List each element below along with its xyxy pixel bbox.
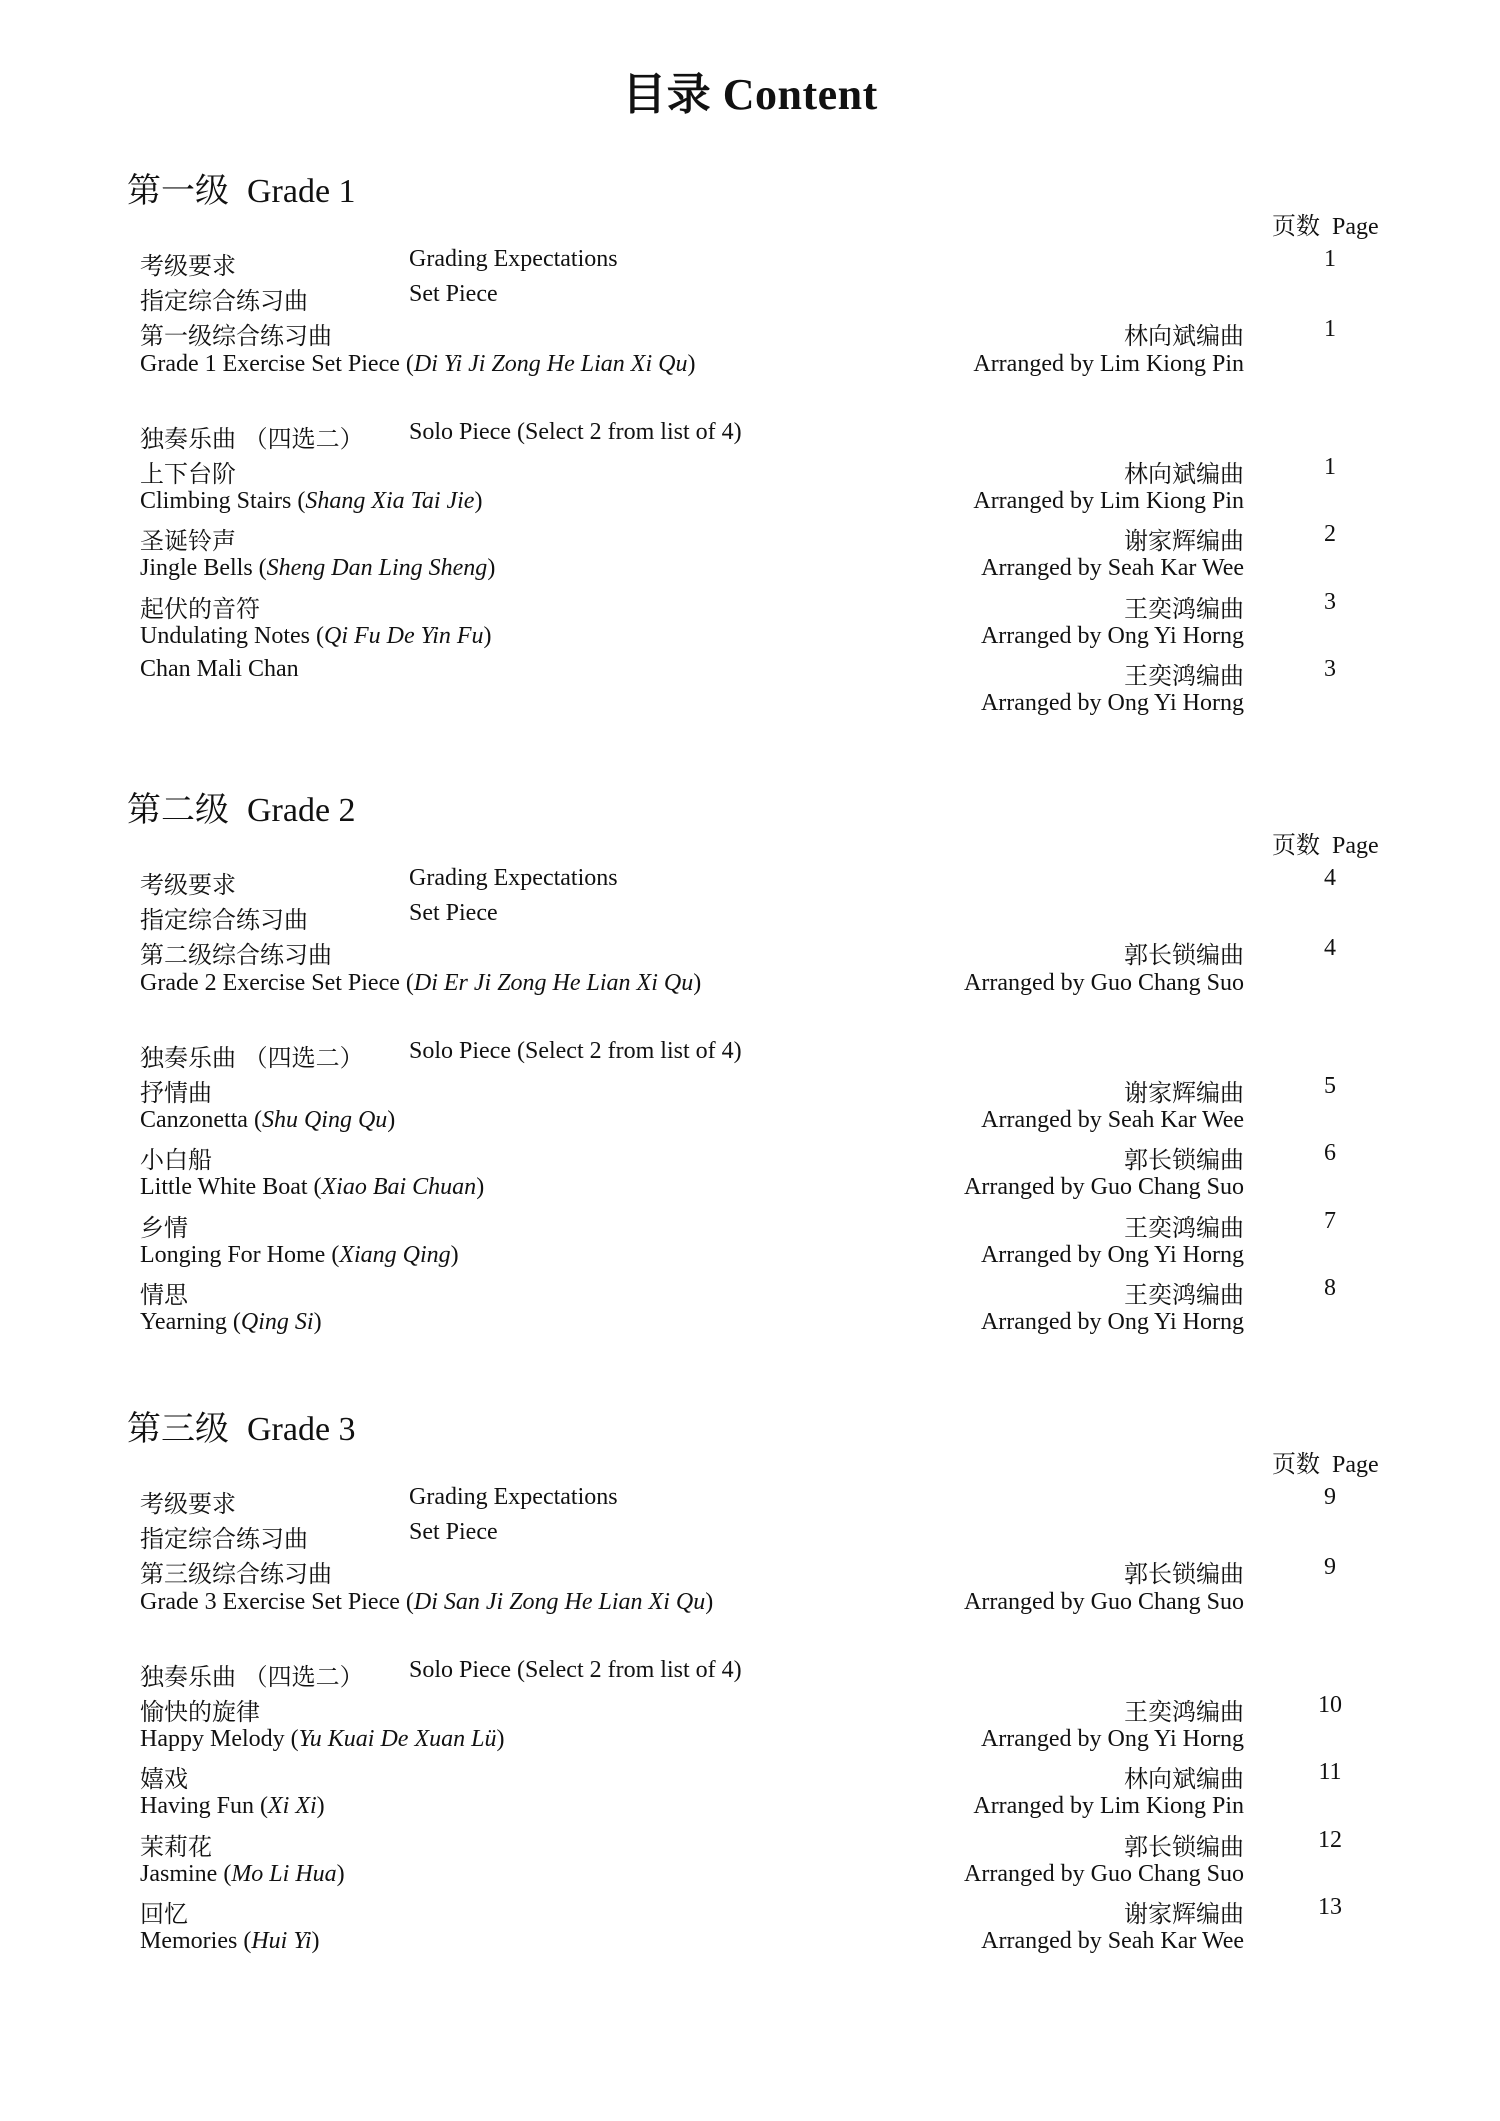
entry-zh: 第一级综合练习曲 (140, 322, 332, 350)
entry-zh: 指定综合练习曲 (140, 1525, 308, 1553)
entry-zh: 茉莉花 (140, 1833, 212, 1861)
toc-entry (0, 1174, 1500, 1208)
entry-page: 4 (1324, 935, 1336, 961)
arranger-en: Arranged by Seah Kar Wee (981, 1928, 1244, 1954)
arranger-zh: 王奕鸿编曲 (1124, 1698, 1244, 1726)
entry-zh: 回忆 (140, 1900, 188, 1928)
page-column-header (1272, 206, 1379, 241)
entry-page: 8 (1324, 1275, 1336, 1301)
arranger-zh: 郭长锁编曲 (1124, 1833, 1244, 1861)
arranger-en: Arranged by Ong Yi Horng (980, 1309, 1244, 1335)
toc-entry[interactable] (0, 454, 1500, 488)
toc-entry[interactable] (0, 1484, 1500, 1518)
entry-page: 13 (1318, 1894, 1342, 1920)
page-col-zh: 页数 (1272, 831, 1320, 859)
entry-page: 6 (1324, 1140, 1336, 1166)
page-col-en: Page (1332, 214, 1379, 240)
entry-page: 1 (1324, 316, 1336, 342)
page-col-zh: 页数 (1272, 212, 1320, 240)
arranger-en: Arranged by Seah Kar Wee (981, 1107, 1244, 1133)
entry-zh: 起伏的音符 (140, 595, 260, 623)
entry-en: Solo Piece (Select 2 from list of 4) (409, 419, 742, 445)
arranger-en: Arranged by Guo Chang Suo (964, 1589, 1244, 1615)
toc-entry (0, 1309, 1500, 1343)
entry-page: 9 (1324, 1484, 1336, 1510)
entry-en: Happy Melody (Yu Kuai De Xuan Lü) (140, 1726, 505, 1752)
arranger-zh: 林向斌编曲 (1124, 1765, 1244, 1793)
grade-heading-zh: 第一级 (127, 171, 229, 211)
entry-en: Grading Expectations (409, 1484, 618, 1510)
toc-entry (0, 1242, 1500, 1276)
entry-page: 3 (1324, 589, 1336, 615)
entry-title: Chan Mali Chan (140, 656, 299, 682)
toc-entry (0, 1519, 1500, 1553)
entry-zh: 乡情 (140, 1214, 188, 1242)
entry-zh: 考级要求 (140, 871, 236, 899)
entry-en: Solo Piece (Select 2 from list of 4) (409, 1657, 742, 1683)
grade-heading-en: Grade 3 (247, 1411, 356, 1448)
grade-heading (127, 782, 356, 831)
entry-en: Memories (Hui Yi) (140, 1928, 320, 1954)
arranger-en: Arranged by Ong Yi Horng (980, 623, 1244, 649)
entry-page: 12 (1318, 1827, 1342, 1853)
arranger-en: Arranged by Lim Kiong Pin (973, 351, 1244, 377)
toc-entry (0, 690, 1500, 724)
arranger-zh: 郭长锁编曲 (1124, 941, 1244, 969)
entry-en: Set Piece (409, 900, 498, 926)
entry-zh: 情思 (140, 1281, 188, 1309)
toc-entry (0, 1793, 1500, 1827)
arranger-zh: 王奕鸿编曲 (1124, 1214, 1244, 1242)
toc-entry[interactable] (0, 1692, 1500, 1726)
grade-heading-zh: 第三级 (127, 1409, 229, 1449)
arranger-zh: 谢家辉编曲 (1124, 527, 1244, 555)
arranger-zh: 林向斌编曲 (1124, 322, 1244, 350)
entry-zh: 独奏乐曲 （四选二） (140, 1044, 364, 1072)
arranger-en: Arranged by Guo Chang Suo (964, 1174, 1244, 1200)
toc-entry (0, 1107, 1500, 1141)
toc-entry[interactable] (0, 1073, 1500, 1107)
arranger-zh: 王奕鸿编曲 (1124, 1281, 1244, 1309)
grade-heading-en: Grade 2 (247, 792, 356, 829)
grade-heading (127, 163, 356, 212)
toc-entry (0, 555, 1500, 589)
toc-entry[interactable] (0, 1140, 1500, 1174)
entry-en: Having Fun (Xi Xi) (140, 1793, 325, 1819)
entry-en: Yearning (Qing Si) (140, 1309, 322, 1335)
page-col-en: Page (1332, 833, 1379, 859)
arranger-en: Arranged by Ong Yi Horng (980, 1726, 1244, 1752)
toc-entry (0, 281, 1500, 315)
entry-zh: 指定综合练习曲 (140, 906, 308, 934)
entry-zh: 指定综合练习曲 (140, 287, 308, 315)
toc-entry (0, 1038, 1500, 1072)
entry-page: 2 (1324, 521, 1336, 547)
page-column-header (1272, 1444, 1379, 1479)
entry-page: 3 (1324, 656, 1336, 682)
entry-en: Canzonetta (Shu Qing Qu) (140, 1107, 396, 1133)
toc-entry[interactable] (0, 1759, 1500, 1793)
toc-entry[interactable] (0, 1208, 1500, 1242)
entry-en: Jasmine (Mo Li Hua) (140, 1861, 345, 1887)
toc-entry[interactable] (0, 935, 1500, 969)
toc-entry (0, 900, 1500, 934)
toc-entry (0, 1657, 1500, 1691)
toc-entry (0, 419, 1500, 453)
arranger-zh: 郭长锁编曲 (1124, 1146, 1244, 1174)
entry-zh: 独奏乐曲 （四选二） (140, 425, 364, 453)
entry-zh: 嬉戏 (140, 1765, 188, 1793)
entry-en: Climbing Stairs (Shang Xia Tai Jie) (140, 488, 483, 514)
grade-heading (127, 1401, 356, 1450)
entry-en: Jingle Bells (Sheng Dan Ling Sheng) (140, 555, 496, 581)
arranger-zh: 谢家辉编曲 (1124, 1079, 1244, 1107)
page-column-header (1272, 825, 1379, 860)
toc-entry[interactable] (0, 246, 1500, 280)
arranger-en: Arranged by Ong Yi Horng (980, 690, 1244, 716)
entry-page: 9 (1324, 1554, 1336, 1580)
entry-zh: 独奏乐曲 （四选二） (140, 1663, 364, 1691)
arranger-en: Arranged by Guo Chang Suo (964, 1861, 1244, 1887)
toc-entry (0, 488, 1500, 522)
entry-page: 7 (1324, 1208, 1336, 1234)
toc-entry[interactable] (0, 1827, 1500, 1861)
grade-heading-en: Grade 1 (247, 173, 356, 210)
toc-entry[interactable] (0, 865, 1500, 899)
toc-entry (0, 1861, 1500, 1895)
toc-entry[interactable] (0, 1894, 1500, 1928)
entry-page: 1 (1324, 454, 1336, 480)
toc-entry (0, 1928, 1500, 1962)
entry-zh: 圣诞铃声 (140, 527, 236, 555)
entry-en: Solo Piece (Select 2 from list of 4) (409, 1038, 742, 1064)
toc-entry[interactable] (0, 589, 1500, 623)
entry-en: Grade 1 Exercise Set Piece (Di Yi Ji Zong He Lian Xi Qu) (140, 351, 696, 377)
entry-zh: 第二级综合练习曲 (140, 941, 332, 969)
entry-page: 10 (1318, 1692, 1342, 1718)
entry-zh: 小白船 (140, 1146, 212, 1174)
entry-en: Little White Boat (Xiao Bai Chuan) (140, 1174, 485, 1200)
arranger-en: Arranged by Lim Kiong Pin (973, 488, 1244, 514)
page-col-en: Page (1332, 1452, 1379, 1478)
toc-entry (0, 1726, 1500, 1760)
entry-zh: 考级要求 (140, 1490, 236, 1518)
entry-en: Undulating Notes (Qi Fu De Yin Fu) (140, 623, 492, 649)
entry-zh: 愉快的旋律 (140, 1698, 260, 1726)
grade-heading-zh: 第二级 (127, 790, 229, 830)
entry-en: Grade 3 Exercise Set Piece (Di San Ji Zong He Lian Xi Qu) (140, 1589, 714, 1615)
entry-zh: 第三级综合练习曲 (140, 1560, 332, 1588)
entry-en: Grade 2 Exercise Set Piece (Di Er Ji Zong He Lian Xi Qu) (140, 970, 702, 996)
entry-zh: 考级要求 (140, 252, 236, 280)
page-title: 目录 Content (622, 70, 878, 119)
toc-entry[interactable] (0, 316, 1500, 350)
entry-en: Grading Expectations (409, 865, 618, 891)
entry-en: Longing For Home (Xiang Qing) (140, 1242, 459, 1268)
toc-entry (0, 351, 1500, 385)
entry-page: 1 (1324, 246, 1336, 272)
toc-entry[interactable] (0, 521, 1500, 555)
entry-zh: 抒情曲 (140, 1079, 212, 1107)
arranger-en: Arranged by Ong Yi Horng (980, 1242, 1244, 1268)
entry-en: Grading Expectations (409, 246, 618, 272)
entry-en: Set Piece (409, 1519, 498, 1545)
toc-entry (0, 970, 1500, 1004)
page-col-zh: 页数 (1272, 1450, 1320, 1478)
arranger-en: Arranged by Guo Chang Suo (964, 970, 1244, 996)
entry-page: 11 (1318, 1759, 1342, 1785)
arranger-zh: 王奕鸿编曲 (1124, 662, 1244, 690)
toc-entry[interactable] (0, 1275, 1500, 1309)
entry-zh: 上下台阶 (140, 460, 236, 488)
arranger-en: Arranged by Lim Kiong Pin (973, 1793, 1244, 1819)
arranger-zh: 林向斌编曲 (1124, 460, 1244, 488)
entry-page: 5 (1324, 1073, 1336, 1099)
entry-en: Set Piece (409, 281, 498, 307)
toc-entry (0, 1589, 1500, 1623)
arranger-zh: 王奕鸿编曲 (1124, 595, 1244, 623)
arranger-zh: 谢家辉编曲 (1124, 1900, 1244, 1928)
toc-entry (0, 623, 1500, 657)
arranger-en: Arranged by Seah Kar Wee (981, 555, 1244, 581)
toc-entry[interactable] (0, 656, 1500, 690)
entry-page: 4 (1324, 865, 1336, 891)
arranger-zh: 郭长锁编曲 (1124, 1560, 1244, 1588)
toc-entry[interactable] (0, 1554, 1500, 1588)
